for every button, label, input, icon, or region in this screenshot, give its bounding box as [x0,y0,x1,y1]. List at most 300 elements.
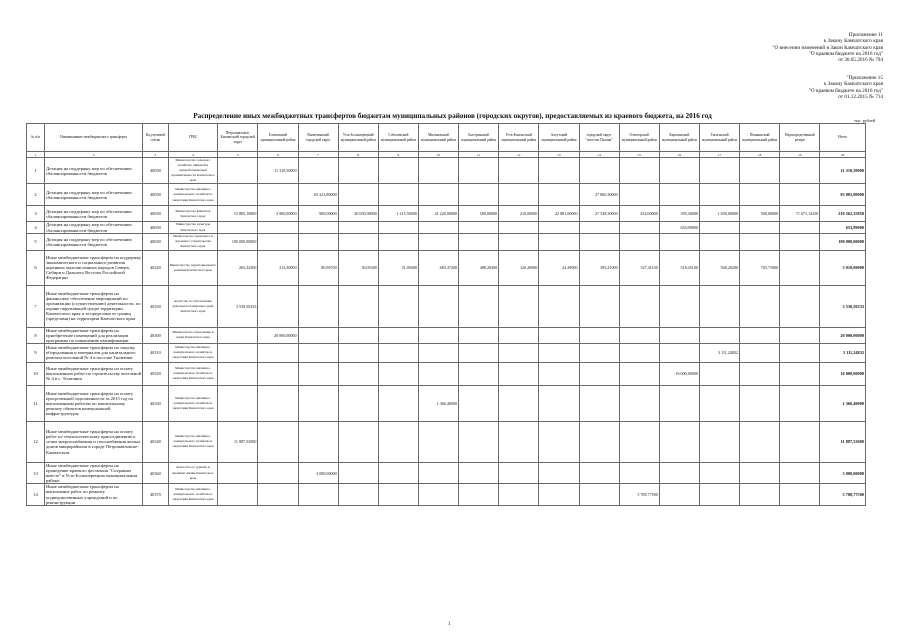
amount-cell: 65 223,80000 [298,184,338,206]
target-code: 40340 [143,421,168,462]
amount-cell [619,285,659,327]
amount-cell [258,462,298,483]
target-code: 40030 [143,158,168,184]
amount-cell [378,385,418,421]
table-row [27,233,866,250]
amount-cell [499,343,539,362]
column-header: Карагинский муниципальный район [659,124,699,152]
amount-cell [499,362,539,385]
target-code: 40030 [143,222,168,233]
amount-cell [619,385,659,421]
amount-cell [258,421,298,462]
amount-cell [258,184,298,206]
amount-cell: 15 885,10000 [218,206,258,222]
row-number: 8 [27,327,45,343]
amount-cell [459,184,499,206]
amount-cell [499,222,539,233]
amount-cell [418,158,458,184]
amount-cell [218,222,258,233]
amount-cell [298,362,338,385]
target-code: 40030 [143,233,168,250]
amount-cell [699,184,739,206]
amount-cell [699,421,739,462]
column-number: 9 [378,152,418,158]
column-header: Тигильский муниципальный район [699,124,739,152]
table-row [27,206,866,222]
amount-cell [740,158,780,184]
amount-cell [699,222,739,233]
amount-cell [539,285,579,327]
amount-cell [740,484,780,505]
amount-cell [659,385,699,421]
amount-cell [378,462,418,483]
amount-cell: 3 530,50333 [218,285,258,327]
amount-cell [459,462,499,483]
amount-cell [619,233,659,250]
column-number: 8 [338,152,378,158]
amount-cell [459,158,499,184]
column-header: Петропавловск-Камчатский городской округ [218,124,258,152]
amount-cell [780,285,820,327]
table-row [27,327,866,343]
amount-cell [780,158,820,184]
amount-cell [539,362,579,385]
amount-cell: 454,00000 [619,206,659,222]
amount-cell [619,327,659,343]
grbs-name: Министерство жилищно-коммунального хозяйства и энергетики Камчатского края [168,385,218,421]
amount-cell: 71 671,14250 [780,206,820,222]
amount-cell [740,343,780,362]
transfer-name: Дотация на поддержку мер по обеспечению сбалансированности бюджетов [44,233,142,250]
amount-cell [298,158,338,184]
row-total: 210 262,35850 [820,206,866,222]
grbs-name: Министерство территориального развития Камчатского края [168,250,218,285]
amount-cell: 80,96700 [298,250,338,285]
amount-cell [579,462,619,483]
row-total: 20 000,00000 [820,327,866,343]
row-number: 13 [27,462,45,483]
amount-cell [740,233,780,250]
column-header: городской округ "поселок Палана" [579,124,619,152]
table-row [27,222,866,233]
column-header: Нераспределённый резерв [780,124,820,152]
amount-cell: 488,28300 [459,250,499,285]
amount-cell [539,327,579,343]
amount-cell [418,462,458,483]
amount-cell: 100 000,00000 [218,233,258,250]
amount-cell [218,385,258,421]
table-row [27,462,866,483]
amount-cell [459,327,499,343]
row-number: 7 [27,285,45,327]
column-header: № п/п [27,124,45,152]
amount-cell [459,222,499,233]
transfer-name: Иные межбюджетные трансферты на закупку оборудования и материалов для капитального ремонта котельной № 4 в поселке Тиличики [44,343,142,362]
amount-cell [780,421,820,462]
appendix-new-block [809,75,883,100]
appendix-old-line: "О краевом бюджете на 2016 год" [808,50,883,57]
amount-cell [579,362,619,385]
target-code: 40360 [143,462,168,483]
transfer-name: Дотация на поддержку мер по обеспечению сбалансированности бюджетов [44,206,142,222]
amount-cell: 500,00000 [459,206,499,222]
amount-cell [699,285,739,327]
transfer-name: Дотация на поддержку мер по обеспечению сбалансированности бюджетов [44,158,142,184]
amount-cell [780,385,820,421]
amount-cell: 926,20200 [699,250,739,285]
column-number: 4 [168,152,218,158]
amount-cell [378,222,418,233]
amount-cell [378,362,418,385]
amount-cell: 11 310,50000 [258,158,298,184]
appendix-old-block [772,32,883,63]
amount-cell [459,385,499,421]
amount-cell: 213,30000 [258,250,298,285]
transfer-name: Иные межбюджетные трансферты на оплату просроченной задолженности за 2015 год по выполненным работам по капитальному ремонту объектов коммунальной инфраструктуры [44,385,142,421]
amount-cell: 500,00000 [740,206,780,222]
amount-cell [579,385,619,421]
row-total: 5 010,00000 [820,250,866,285]
amount-cell [659,421,699,462]
amount-cell [579,233,619,250]
amount-cell [659,233,699,250]
amount-cell [338,462,378,483]
transfer-name: Иные межбюджетные трансферты на приобретение помещений для реализации программы по повышению квалификации [44,327,142,343]
amount-cell: 31,09400 [378,250,418,285]
transfer-name: Иные межбюджетные трансферты на поддержку экономического и социального развития коренных малочисленных народов Севера, Сибири и Дальнего Востока Российской Федерации [44,250,142,285]
amount-cell [378,285,418,327]
amount-cell: 27 860,30000 [579,184,619,206]
amount-cell [659,327,699,343]
target-code: 40320 [143,362,168,385]
amount-cell [659,462,699,483]
row-total: 100 000,00000 [820,233,866,250]
header-row [27,124,866,152]
amount-cell [258,222,298,233]
amount-cell [619,343,659,362]
amount-cell [499,327,539,343]
amount-cell [659,184,699,206]
unit-label: тыс. рублей [854,118,875,123]
column-number: 11 [459,152,499,158]
row-number: 5 [27,233,45,250]
transfer-name: Иные межбюджетные трансферты на выполнение работ по ремонту подведомственных учреждений и по реконструкции [44,484,142,505]
column-number: 20 [820,152,866,158]
amount-cell [619,184,659,206]
amount-cell [218,184,258,206]
row-number: 10 [27,362,45,385]
column-number: 7 [298,152,338,158]
target-code: 40310 [143,343,168,362]
appendix-old-line: Приложение 11 [848,32,883,38]
amount-cell [298,484,338,505]
amount-cell [499,421,539,462]
amount-cell [539,184,579,206]
amount-cell [619,362,659,385]
amount-cell [699,327,739,343]
appendix-old-line: к Закону Камчатского края [823,38,883,45]
amount-cell [619,222,659,233]
amount-cell [378,327,418,343]
amount-cell [218,327,258,343]
amount-cell [418,484,458,505]
column-header: Соболевский муниципальный район [378,124,418,152]
grbs-name: Министерство транспорта и дорожного строительства Камчатского края [168,233,218,250]
amount-cell: 395,30000 [659,206,699,222]
amount-cell [418,362,458,385]
amount-cell [258,484,298,505]
amount-cell [378,184,418,206]
amount-cell [579,158,619,184]
amount-cell [218,158,258,184]
row-number: 12 [27,421,45,462]
column-header: Алеутский муниципальный район [539,124,579,152]
amount-cell [418,343,458,362]
amount-cell [539,484,579,505]
column-header: Усть-Камчатский муниципальный район [499,124,539,152]
grbs-name: Министерство жилищно-коммунального хозяйства и энергетики Камчатского края [168,484,218,505]
amount-cell [699,462,739,483]
amount-cell [579,327,619,343]
row-number: 1 [27,158,45,184]
amount-cell [780,222,820,233]
amount-cell [740,184,780,206]
amount-cell [459,233,499,250]
amount-cell: 210,00000 [499,206,539,222]
table-row [27,343,866,362]
amount-cell [539,222,579,233]
row-total: 3 000,00000 [820,462,866,483]
row-total: 3 111,24832 [820,343,866,362]
target-code: 40030 [143,206,168,222]
column-number: 16 [659,152,699,158]
appendix-new-line: "Приложение 15 [846,75,883,81]
column-number: 12 [499,152,539,158]
amount-cell [218,484,258,505]
appendix-new-line: "О краевом бюджете на 2016 год" [808,87,883,94]
transfers-table [26,123,866,506]
transfer-name: Иные межбюджетные трансферты на оплату выполненных работ по строительству котельной № 4 в с. Тиличики [44,362,142,385]
amount-cell [699,362,739,385]
amount-cell [740,421,780,462]
grbs-name: Министерство жилищно-коммунального хозяйства и энергетики Камчатского края [168,184,218,206]
amount-cell: 22 881,00000 [539,206,579,222]
amount-cell [579,343,619,362]
amount-cell: 16 000,00000 [659,362,699,385]
target-code: 40300 [143,327,168,343]
amount-cell [659,158,699,184]
target-code: 40330 [143,385,168,421]
column-number: 15 [619,152,659,158]
table-row [27,421,866,462]
amount-cell [740,462,780,483]
amount-cell: 3 111,24832 [699,343,739,362]
amount-cell [459,285,499,327]
amount-cell [258,285,298,327]
amount-cell [499,184,539,206]
grbs-name: Министерство жилищно-коммунального хозяйства и энергетики Камчатского края [168,362,218,385]
column-header: Код целевой статьи [143,124,168,152]
amount-cell [780,233,820,250]
amount-cell [459,421,499,462]
amount-cell: 20 650,00000 [338,206,378,222]
amount-cell: 527,41100 [619,250,659,285]
column-number: 3 [143,152,168,158]
amount-cell: 1 215,50000 [378,206,418,222]
amount-cell [338,343,378,362]
row-total: 1 366,40000 [820,385,866,421]
row-number: 3 [27,206,45,222]
amount-cell [378,233,418,250]
amount-cell: 24,29000 [539,250,579,285]
amount-cell [338,484,378,505]
amount-cell [780,184,820,206]
amount-cell [298,233,338,250]
amount-cell: 1 650,00000 [699,206,739,222]
row-number: 2 [27,184,45,206]
amount-cell [418,222,458,233]
amount-cell [539,421,579,462]
amount-cell [338,362,378,385]
row-total: 653,99000 [820,222,866,233]
row-number: 14 [27,484,45,505]
column-header: Елизовский муниципальный район [258,124,298,152]
amount-cell [499,484,539,505]
target-code: 40370 [143,484,168,505]
target-code: 40250 [143,285,168,327]
amount-cell [699,385,739,421]
column-header: Наименование межбюджетного трансферта [44,124,142,152]
row-total: 16 000,00000 [820,362,866,385]
amount-cell [418,421,458,462]
amount-cell: 3 900,00000 [258,206,298,222]
amount-cell [740,327,780,343]
row-number: 4 [27,222,45,233]
transfer-name: Иные межбюджетные трансферты на оплату работ по технологическому присоединению к сетям энергоснабжения и газоснабжения жилых домов микрорайонов в городе Петропавловске-Камчатском [44,421,142,462]
table-row [27,484,866,505]
amount-cell: 20 000,00000 [258,327,298,343]
transfer-name: Иные межбюджетные трансферты на финансовое обеспечение мероприятий по организации (осуществлению) деятельности, по охране окружающей среды территории Камчатского края и за пределами ее границ (пределами) на территории Камчатского края [44,285,142,327]
column-number: 10 [418,152,458,158]
amount-cell [740,385,780,421]
amount-cell [218,362,258,385]
row-number: 11 [27,385,45,421]
amount-cell [338,222,378,233]
transfer-name: Иные межбюджетные трансферты на проведение краевого фестиваля "Сохраним вместе" в Усть-Большерецком муниципальном районе [44,462,142,483]
transfer-name: Дотация на поддержку мер по обеспечению сбалансированности бюджетов [44,184,142,206]
amount-cell: 703,71000 [740,250,780,285]
amount-cell [338,158,378,184]
grbs-name: Министерство жилищно-коммунального хозяйства и энергетики Камчатского края [168,421,218,462]
amount-cell [619,462,659,483]
column-number: 2 [44,152,142,158]
column-number: 1 [27,152,45,158]
grbs-name: Министерство культуры Камчатского края [168,222,218,233]
amount-cell [499,285,539,327]
table-row [27,285,866,327]
amount-cell [298,222,338,233]
amount-cell [338,285,378,327]
amount-cell [740,222,780,233]
table-row [27,184,866,206]
amount-cell [418,233,458,250]
amount-cell [780,484,820,505]
row-total: 11 310,50000 [820,158,866,184]
amount-cell [579,484,619,505]
amount-cell [218,462,258,483]
row-total: 3 530,50333 [820,285,866,327]
row-number: 6 [27,250,45,285]
amount-cell [579,285,619,327]
column-header: Итого [820,124,866,152]
amount-cell [579,421,619,462]
amount-cell [699,233,739,250]
amount-cell: 11 887,53000 [218,421,258,462]
amount-cell [659,285,699,327]
table-row [27,250,866,285]
column-number: 17 [699,152,739,158]
amount-cell [338,327,378,343]
column-number: 13 [539,152,579,158]
column-number: 14 [579,152,619,158]
column-header: Быстринский муниципальный район [459,124,499,152]
amount-cell [298,385,338,421]
amount-cell: 5 708,77500 [619,484,659,505]
column-header: Мильковский муниципальный район [418,124,458,152]
amount-cell [740,285,780,327]
amount-cell [539,462,579,483]
amount-cell: 41 220,00000 [418,206,458,222]
amount-cell [780,462,820,483]
grbs-name: Агентство по туризму и внешним связям Камчатского края [168,462,218,483]
amount-cell [780,362,820,385]
column-header: Усть-Большерецкий муниципальный район [338,124,378,152]
grbs-name: Министерство образования и науки Камчатского края [168,327,218,343]
amount-cell [338,385,378,421]
column-number: 5 [218,152,258,158]
amount-cell: 395,21000 [579,250,619,285]
table-row [27,362,866,385]
amount-cell [579,222,619,233]
amount-cell: 3 000,00000 [298,462,338,483]
amount-cell [378,421,418,462]
transfer-name: Дотация на поддержку мер по обеспечению сбалансированности бюджетов [44,222,142,233]
column-header: ГРБС [168,124,218,152]
amount-cell [298,285,338,327]
amount-cell: 27 548,30000 [579,206,619,222]
amount-cell [298,421,338,462]
document-title: Распределение иных межбюджетных трансфертов бюджетам муниципальных районов (городских округов), предоставляемых из краевого бюджета, на 2016 год [193,112,712,120]
appendix-new-line: от 01.12.2015 № 714 [838,93,883,100]
amount-cell [418,327,458,343]
amount-cell [780,250,820,285]
column-number: 19 [780,152,820,158]
grbs-name: Министерство жилищно-коммунального хозяйства и энергетики Камчатского края [168,343,218,362]
amount-cell [338,184,378,206]
amount-cell [418,184,458,206]
amount-cell [619,158,659,184]
amount-cell [539,233,579,250]
amount-cell [258,385,298,421]
amount-cell [338,233,378,250]
amount-cell [418,285,458,327]
amount-cell [539,158,579,184]
grbs-name: Министерство сельского хозяйства, пищевой и перерабатывающей промышленности Камчатского края [168,158,218,184]
amount-cell [258,233,298,250]
amount-cell [258,362,298,385]
amount-cell: 683,37200 [418,250,458,285]
row-number: 9 [27,343,45,362]
